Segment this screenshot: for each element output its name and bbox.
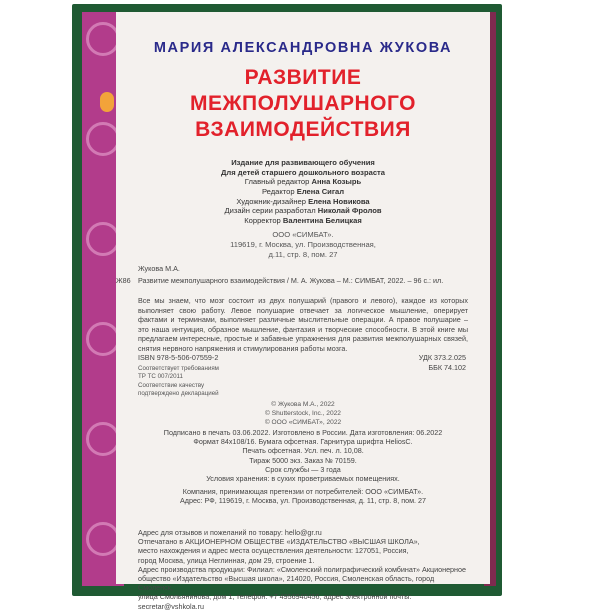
certification-line: Соответствие качеству — [138, 381, 205, 389]
publisher-line: д.11, стр. 8, пом. 27 — [268, 249, 338, 259]
credit-name: Николай Фролов — [317, 206, 382, 216]
author-short: Жукова М.А. — [138, 264, 180, 273]
print-line: Подписано в печать 03.06.2022. Изготовлено в России. Дата изготовления: 06.2022 — [163, 428, 443, 437]
certification-notes — [138, 365, 219, 399]
title-line-2: МЕЖПОЛУШАРНОГО — [190, 92, 416, 115]
credit-line — [116, 187, 490, 197]
footer-info — [138, 528, 468, 611]
company-info — [138, 487, 468, 506]
credit-role: Редактор — [261, 186, 295, 196]
publisher-line: ООО «СИМБАТ». — [272, 230, 334, 239]
print-info — [138, 428, 468, 483]
company-line: Адрес: РФ, 119619, г. Москва, ул. Производственная, д. 11, стр. 8, пом. 27 — [179, 496, 427, 506]
production-line: Адрес производства продукции: Филиал: «Смоленский полиграфический комбинат» Акционерное — [138, 564, 467, 574]
udk-code: УДК 373.2.025 — [418, 353, 466, 362]
edition-info — [116, 158, 490, 178]
credit-role: Корректор — [244, 216, 281, 226]
print-line: Срок службы — 3 года — [265, 464, 341, 474]
main-entry: Развитие межполушарного взаимодействия / М. А. Жукова – М.: СИМБАТ, 2022. – 96 с.: ил. — [138, 276, 444, 285]
credits — [116, 177, 490, 226]
credit-line — [116, 216, 490, 226]
pattern-ring — [86, 122, 120, 156]
copyright-line: © ООО «СИМБАТ», 2022 — [264, 419, 342, 426]
cover-tab — [100, 92, 114, 112]
print-line: Формат 84х108/16. Бумага офсетная. Гарнитура шрифта HeliosC. — [193, 437, 413, 447]
print-line: Условия хранения: в сухих проветриваемых помещениях. — [206, 474, 400, 484]
bbk-classification: ББК 74.102 — [428, 362, 466, 372]
bbk-code: Ж86 — [116, 276, 131, 285]
pattern-ring — [86, 422, 120, 456]
certification-line: ТР ТС 007/2011 — [138, 373, 183, 381]
credit-name: Елена Сигал — [296, 186, 345, 196]
title-line-3: ВЗАИМОДЕЙСТВИЯ — [195, 118, 411, 141]
credit-name: Елена Новикова — [308, 196, 370, 206]
printer-line: город Москва, улица Неглинная, дом 29, строение 1. — [138, 555, 315, 565]
publisher-address — [116, 230, 490, 259]
credit-line — [116, 177, 490, 187]
pattern-ring — [86, 222, 120, 256]
classification — [419, 353, 466, 372]
copyright-line: © Жукова М.А., 2022 — [271, 401, 335, 408]
copyright-line: © Shutterstock, Inc., 2022 — [265, 410, 341, 417]
printer-line: Отпечатано в АКЦИОНЕРНОМ ОБЩЕСТВЕ «ИЗДАТЕЛЬСТВО «ВЫСШАЯ ШКОЛА», — [138, 537, 420, 547]
author-name: МАРИЯ АЛЕКСАНДРОВНА ЖУКОВА — [153, 40, 453, 56]
feedback-line: Адрес для отзывов и пожеланий по товару: hello@gr.ru — [138, 528, 322, 537]
isbn: ISBN 978-5-506-07559-2 — [138, 353, 219, 362]
printer-line: место нахождения и адрес места осуществления деятельности: 127051, Россия, — [138, 546, 409, 556]
pattern-ring — [86, 322, 120, 356]
pattern-ring — [86, 22, 120, 56]
print-line: Печать офсетная. Усл. печ. л. 10,08. — [242, 446, 364, 456]
abstract: Все мы знаем, что мозг состоит из двух полушарий (правого и левого), каждое из которых выполняет свою работу. Левое полушарие отвечает за логическое мышление, оперирует фактами и терминами, выполняет различные мыслительные операции. А правое полушарие – это наша интуиция, образное мышление, фантазия и творческие способности. В этой книге мы предлагаем интересные, простые и забавные упражнения для развития межполушарных связей, снятия нервного напряжения и стимулирования работы мозга. — [138, 296, 468, 353]
copyright-notices — [138, 400, 468, 427]
production-line: улица Смольянинова, дом 1, телефон: +7 4956940456, адрес электронной почты: secretar@vshkola.ru — [138, 592, 412, 611]
edition-line: Издание для развивающего обучения — [231, 158, 375, 167]
edition-line: Для детей старшего дошкольного возраста — [221, 167, 385, 177]
certification-line: Соответствует требованиям — [138, 365, 219, 372]
production-line: общество «Издательство «Высшая школа», 214020, Россия, Смоленская область, город Смоленск, — [138, 574, 435, 593]
credit-role: Художник-дизайнер — [236, 196, 306, 206]
credit-line — [116, 206, 490, 216]
credit-role: Дизайн серии разработал — [224, 206, 316, 216]
print-line: Тираж 5000 экз. Заказ № 70159. — [249, 455, 357, 465]
credit-name: Валентина Белицкая — [282, 216, 362, 226]
imprint-page — [116, 12, 490, 611]
credit-role: Главный редактор — [244, 177, 310, 186]
credit-line — [116, 197, 490, 207]
publisher-line: 119619, г. Москва, ул. Производственная, — [230, 239, 376, 249]
title-line-1: РАЗВИТИЕ — [244, 66, 362, 89]
credit-name: Анна Козырь — [311, 177, 362, 186]
certification-line: подтверждено декларацией — [138, 390, 219, 398]
pattern-ring — [86, 522, 120, 556]
company-line: Компания, принимающая претензии от потребителей: ООО «СИМБАТ». — [182, 487, 424, 496]
